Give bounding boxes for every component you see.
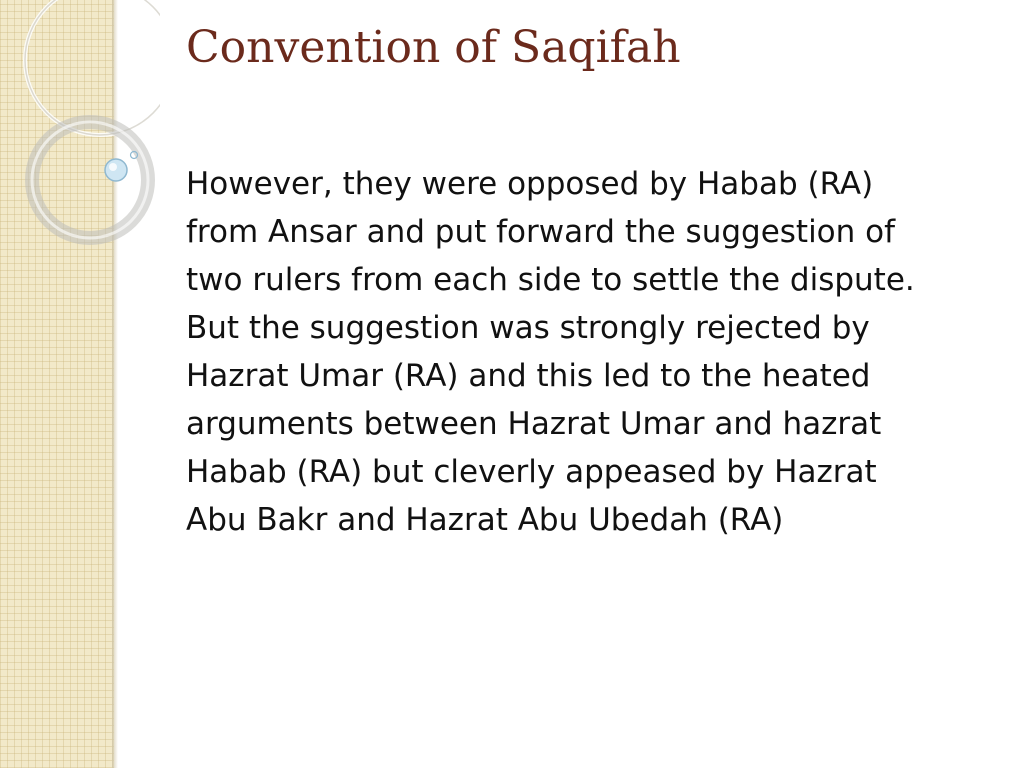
slide-body-text: However, they were opposed by Habab (RA) from Ansar and put forward the suggestion of two rulers from each side to settle the dispute. But the suggestion was strongly rejected by Hazrat Umar (RA) and this led to the heated arguments between Hazrat Umar and hazrat Habab (RA) but cleverly appeased by Hazrat Abu Bakr and Hazrat Abu Ubedah (RA) — [186, 166, 915, 538]
decorative-circles-icon — [0, 0, 160, 260]
slide-title: Convention of Saqifah — [186, 22, 681, 73]
